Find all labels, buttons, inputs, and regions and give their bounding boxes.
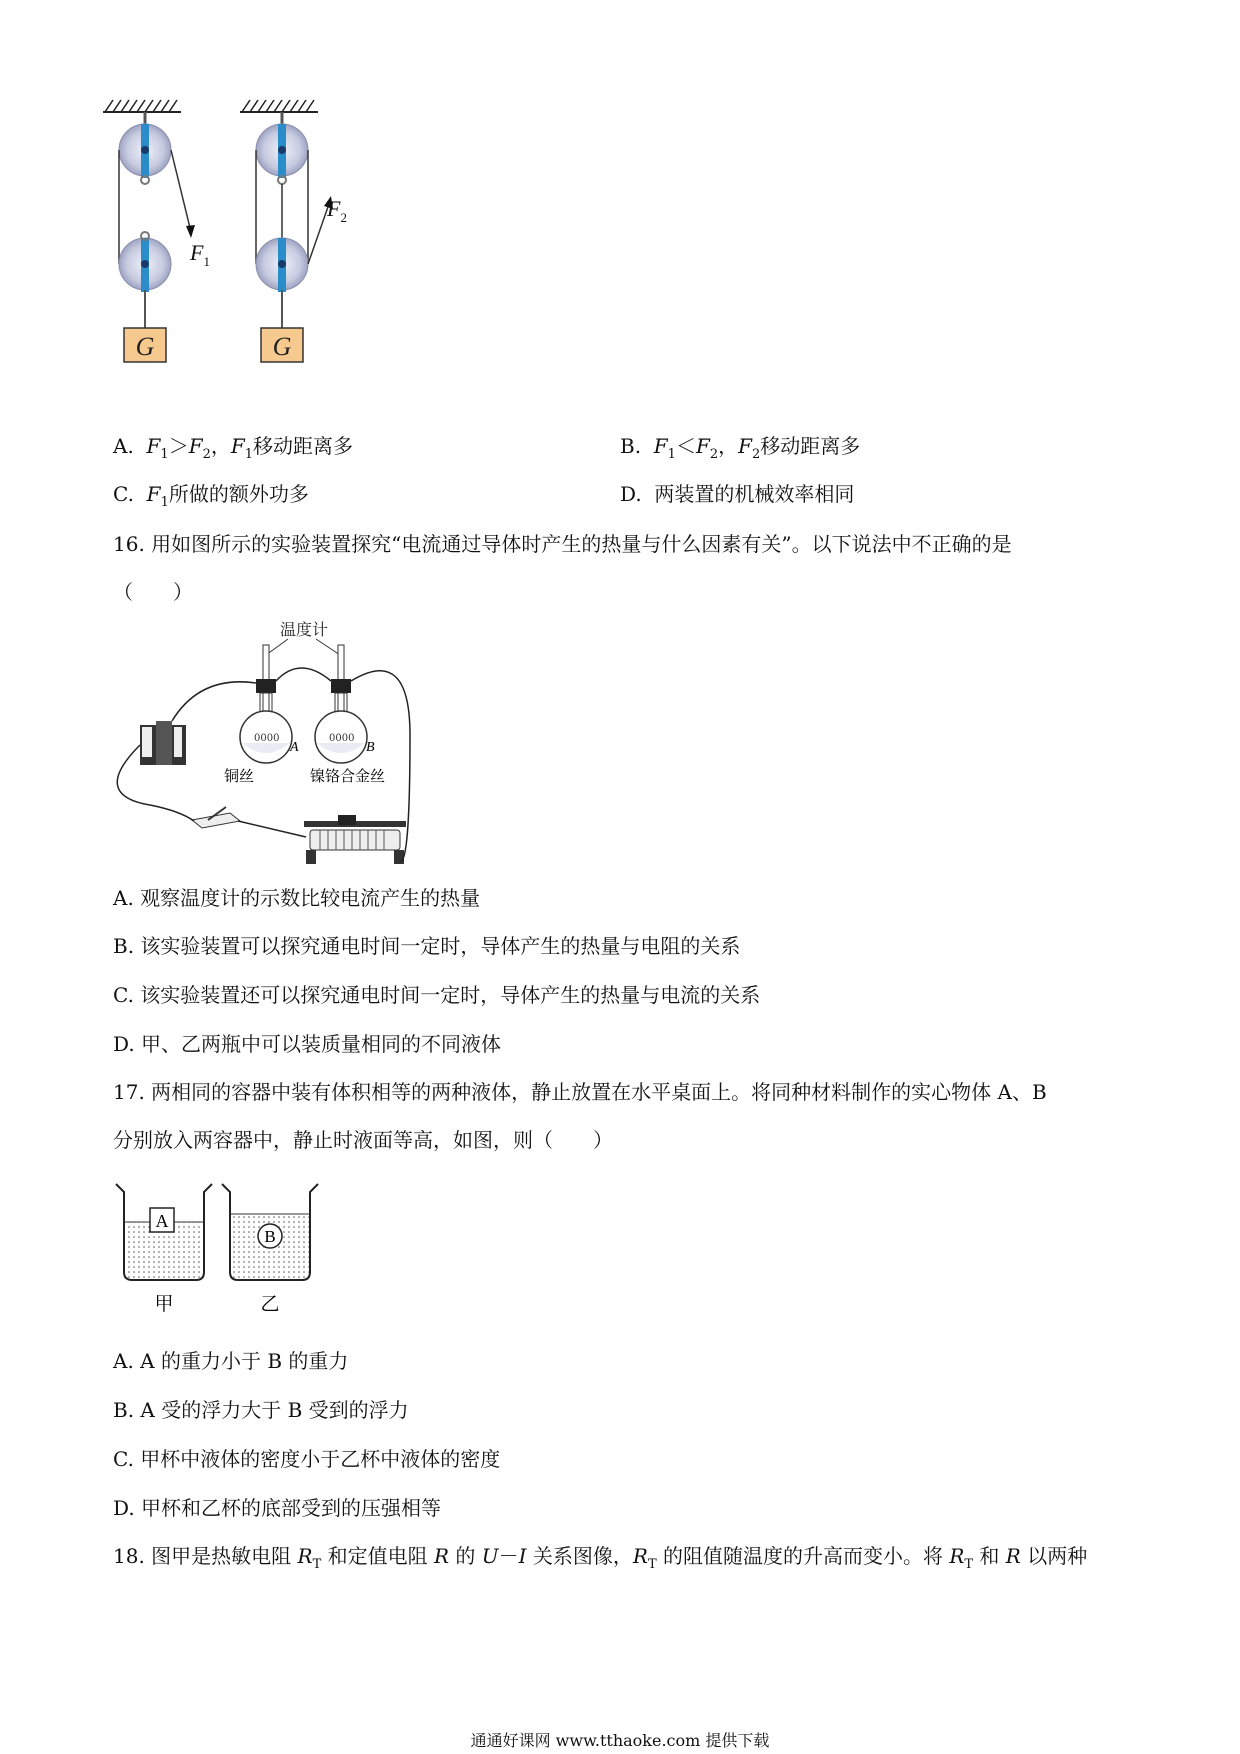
pulley-system-right bbox=[256, 112, 347, 362]
var-f: F bbox=[146, 482, 161, 506]
f2-label: F bbox=[327, 196, 341, 221]
f2-sub: 2 bbox=[340, 210, 347, 225]
lt-sign: ＜ bbox=[675, 434, 696, 458]
q17-option-a: A. A 的重力小于 B 的重力 bbox=[113, 1349, 349, 1373]
q17-stem-line2: 分别放入两容器中，静止时液面等高，如图，则（ ） bbox=[113, 1128, 613, 1152]
q15-option-c bbox=[113, 480, 309, 517]
pulley-figure bbox=[95, 92, 365, 372]
switch bbox=[192, 807, 240, 828]
sub: T bbox=[312, 1557, 322, 1572]
f1-label: F bbox=[190, 240, 204, 265]
comma: ， bbox=[210, 434, 231, 458]
comma: ， bbox=[718, 434, 739, 458]
option-prefix: B. bbox=[620, 434, 642, 458]
q15-option-b bbox=[620, 432, 860, 469]
var-f: F bbox=[146, 434, 161, 458]
pulley-system-left bbox=[119, 112, 210, 362]
weight-label-right: G bbox=[272, 332, 292, 361]
option-prefix: C. bbox=[113, 482, 134, 506]
var-u: U bbox=[481, 1544, 499, 1568]
var-r: R bbox=[297, 1544, 313, 1568]
weight-label-left: G bbox=[135, 332, 155, 361]
sub: 2 bbox=[752, 447, 761, 462]
rheostat bbox=[304, 815, 406, 864]
flask-b bbox=[315, 679, 367, 763]
q15-option-a bbox=[113, 432, 353, 469]
q17-option-b: B. A 受的浮力大于 B 受到的浮力 bbox=[113, 1398, 409, 1422]
option-text: 移动距离多 bbox=[253, 434, 354, 458]
sub: 1 bbox=[160, 447, 169, 462]
cup-yi-label: 乙 bbox=[260, 1293, 280, 1315]
sub: 1 bbox=[244, 447, 254, 462]
option-prefix: D. bbox=[620, 482, 642, 506]
var-f: F bbox=[653, 434, 668, 458]
var-r: R bbox=[1005, 1544, 1021, 1568]
q16-option-b: B. 该实验装置可以探究通电时间一定时，导体产生的热量与电阻的关系 bbox=[113, 934, 741, 958]
sub: 2 bbox=[202, 447, 211, 462]
flask-b-label: B bbox=[366, 740, 375, 755]
q16-option-c: C. 该实验装置还可以探究通电时间一定时，导体产生的热量与电流的关系 bbox=[113, 983, 761, 1007]
var-r: R bbox=[433, 1544, 450, 1568]
flask-a bbox=[240, 679, 292, 763]
var-f: F bbox=[695, 434, 710, 458]
var-i: I bbox=[518, 1544, 527, 1568]
sub: 1 bbox=[160, 495, 169, 510]
option-prefix: A. bbox=[113, 434, 134, 458]
q17-option-c: C. 甲杯中液体的密度小于乙杯中液体的密度 bbox=[113, 1447, 501, 1471]
var-r: R bbox=[949, 1544, 965, 1568]
dash: － bbox=[498, 1544, 519, 1568]
f1-sub: 1 bbox=[203, 254, 210, 269]
circuit-figure bbox=[110, 615, 470, 875]
beaker-figure bbox=[112, 1180, 332, 1315]
q18-stem bbox=[113, 1542, 1087, 1579]
q18-text: 和 bbox=[973, 1544, 1006, 1568]
q15-option-d bbox=[620, 480, 854, 508]
var-f: F bbox=[188, 434, 203, 458]
beaker-yi bbox=[222, 1184, 318, 1280]
battery bbox=[140, 721, 186, 765]
q17-option-d: D. 甲杯和乙杯的底部受到的压强相等 bbox=[113, 1496, 442, 1520]
q16-option-d: D. 甲、乙两瓶中可以装质量相同的不同液体 bbox=[113, 1032, 502, 1056]
sub: 2 bbox=[709, 447, 719, 462]
gt-sign: ＞ bbox=[168, 434, 189, 458]
flask-a-label: A bbox=[290, 740, 299, 755]
svg-text:0000: 0000 bbox=[254, 733, 280, 744]
thermometer-label: 温度计 bbox=[280, 620, 329, 639]
option-text: 所做的额外功多 bbox=[168, 482, 309, 506]
ball-b-label: B bbox=[264, 1227, 276, 1246]
q18-text: 的阻值随温度的升高而变小。将 bbox=[656, 1544, 950, 1568]
q18-text: 18. 图甲是热敏电阻 bbox=[113, 1544, 298, 1568]
q16-stem-line2: （ ） bbox=[113, 580, 193, 604]
q16-stem-line1: 16. 用如图所示的实验装置探究“电流通过导体时产生的热量与什么因素有关”。以下说法中不正确的是 bbox=[113, 532, 1012, 556]
var-f: F bbox=[738, 434, 753, 458]
sub: 1 bbox=[667, 447, 676, 462]
cup-jia-label: 甲 bbox=[154, 1293, 174, 1315]
page-footer: 通通好课网 www.tthaoke.com 提供下载 bbox=[470, 1731, 770, 1750]
option-text: 移动距离多 bbox=[760, 434, 861, 458]
svg-text:F1 bbox=[189, 240, 210, 269]
svg-text:F2 bbox=[326, 196, 347, 225]
q17-stem-line1: 17. 两相同的容器中装有体积相等的两种液体，静止放置在水平桌面上。将同种材料制作的实心物体 A、B bbox=[113, 1080, 1047, 1104]
sub: T bbox=[647, 1557, 657, 1572]
var-f: F bbox=[230, 434, 245, 458]
sub: T bbox=[964, 1557, 974, 1572]
q18-text: 关系图像， bbox=[526, 1544, 633, 1568]
nichrome-wire-label: 镍铬合金丝 bbox=[310, 767, 386, 785]
ceiling-right bbox=[240, 100, 318, 112]
q18-text: 的 bbox=[449, 1544, 482, 1568]
q18-text: 以两种 bbox=[1020, 1544, 1088, 1568]
var-r: R bbox=[632, 1544, 648, 1568]
ceiling-left bbox=[103, 100, 181, 112]
svg-text:0000: 0000 bbox=[329, 733, 355, 744]
q16-option-a: A. 观察温度计的示数比较电流产生的热量 bbox=[113, 886, 481, 910]
block-a-label: A bbox=[155, 1211, 169, 1231]
q18-text: 和定值电阻 bbox=[321, 1544, 434, 1568]
option-text: 两装置的机械效率相同 bbox=[654, 482, 855, 506]
copper-wire-label: 铜丝 bbox=[224, 767, 255, 785]
beaker-jia bbox=[116, 1184, 212, 1280]
